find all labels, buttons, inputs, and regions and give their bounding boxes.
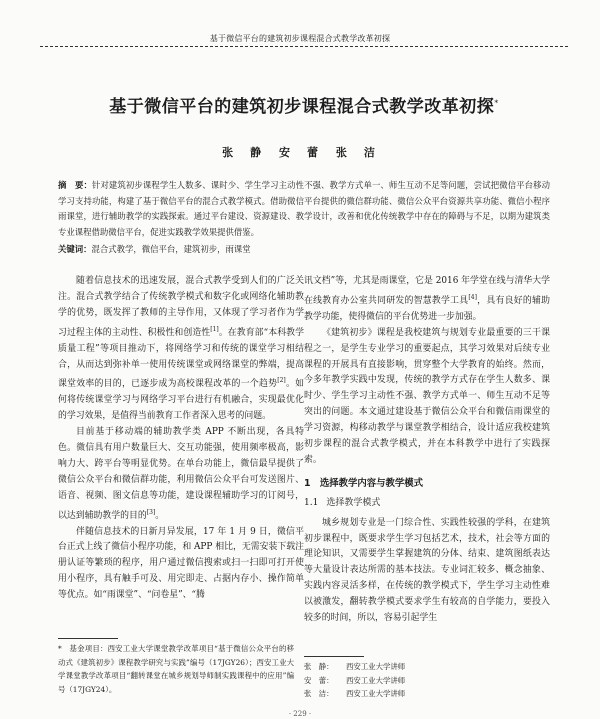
running-header: 基于微信平台的建筑初步课程混合式教学改革初探 xyxy=(209,34,391,43)
paragraph-text: 讯文档”等，尤其是雨课堂，它是 2016 年学堂在线与清华大学在线教育办公室共同研发的智慧教学工具 xyxy=(304,276,550,306)
paragraph-text: 。在教育部“本科教学质量工程”等项目推动下，将网络学习和传统的课堂学习相结合，从而达到弥补单一使用传统课堂或网络课堂的弊端，提高课堂效率的目的，已逐步成为高校课程改革的一个趋势 xyxy=(58,327,304,390)
paragraph-text: 随着信息技术的迅速发展，混合式教学受到人们的广泛关注。混合式教学结合了传统教学模式和数字化或网络化辅助教学的优势，既发挥了教师的主导作用，又体现了学习者作为学习过程主体的主动性、积极性和创造性 xyxy=(58,276,304,338)
body-paragraph xyxy=(304,326,550,469)
section-title: 选择教学内容与教学模式 xyxy=(319,477,424,489)
author-info-row xyxy=(304,674,550,688)
footnote-text: 西安工业大学课堂教学改革项目“基于微信公众平台的移动式《建筑初步》课程教学研究与实践”编号（17JGY26）；西安工业大学课堂教学改革项目“翻转课堂在城乡规划导师制实践课程中的应用”编号（17JGY24）。 xyxy=(58,644,294,694)
body-paragraph xyxy=(58,525,304,605)
keywords xyxy=(58,242,550,257)
author-info-row xyxy=(304,687,550,701)
header-rule xyxy=(40,46,568,47)
author-info-name: 张 洁： xyxy=(304,689,334,698)
author-info-affiliation: 西安工业大学讲师 xyxy=(346,689,406,698)
section-heading xyxy=(304,476,550,492)
body-paragraph: 城乡规划专业是一门综合性、实践性较强的学科，在建筑初步课程中，既要求学生学习包括艺术，技术，社会等方面的理论知识，又需要学生掌握建筑的分体、结束、建筑图纸表达等大量设计表达所需的基本技法。专业词汇较多、概念抽象、实践内容灵活多样，在传统的教学模式下，学生学习主动性难以被激发，翻转教学模式要求学生有较高的自学能力，要投入较多的时间，所以，容易引起学生 xyxy=(304,517,550,624)
keywords-text: 混合式教学，微信平台，建筑初步，雨课堂 xyxy=(91,244,251,254)
left-column xyxy=(58,274,304,604)
subsection-number: 1.1 xyxy=(304,497,319,508)
page-number: · 229 · xyxy=(288,710,312,718)
keywords-label: 关键词： xyxy=(58,244,92,254)
footnote xyxy=(58,642,294,696)
footnote-rule xyxy=(58,638,118,639)
abstract-label: 摘 要： xyxy=(58,180,92,190)
title-footnote-mark: * xyxy=(494,98,499,108)
right-column xyxy=(304,274,550,627)
article-title xyxy=(40,92,568,117)
citation-ref: [2] xyxy=(277,377,286,385)
abstract xyxy=(58,178,550,240)
author-info-name: 张 静： xyxy=(304,662,334,671)
subsection-heading xyxy=(304,496,550,512)
footnote-mark: * xyxy=(58,644,62,653)
abstract-text: 针对建筑初步课程学生人数多、课时少、学生学习主动性不强、教学方式单一、师生互动不足等问题，尝试把微信平台移动学习支持功能，构建了基于微信平台的混合式教学模式。借助微信平台提供的微信群功能、微信公众平台资源共享功能、微信小程序雨课堂，进行辅助教学的实践探索。通过平台建设、资源建设、教学设计，改善和优化传统教学中存在的障碍与不足，以期为建筑类专业课程借助微信平台，促进实践教学效果提供借鉴。 xyxy=(58,180,551,237)
author-name: 安 蕾 xyxy=(279,146,321,159)
paragraph-text: ，具有良好的辅助教学功能，使得微信的平台优势进一步加强。 xyxy=(304,295,550,322)
author-info-row xyxy=(304,660,550,674)
author-info-name: 安 蕾： xyxy=(304,675,334,685)
author-info-affiliation: 西安工业大学讲师 xyxy=(346,662,406,671)
body-paragraph xyxy=(58,425,304,524)
paragraph-text: 。如何将传统课堂学习与网络学习平台进行有机融合，实现最优化的学习效果，是值得当前教育工作者深入思考的问题。 xyxy=(58,379,305,422)
body-paragraph xyxy=(58,274,304,425)
footnote-label: 基金项目： xyxy=(69,644,108,653)
author-name: 张 静 xyxy=(222,146,265,159)
author-list xyxy=(0,144,600,160)
author-info-rule xyxy=(304,656,364,657)
author-info xyxy=(304,660,550,701)
author-info-affiliation: 西安工业大学讲师 xyxy=(346,675,406,685)
citation-ref: [1] xyxy=(210,325,219,333)
subsection-title: 选择教学模式 xyxy=(326,497,381,508)
paragraph-text: 目前基于移动端的辅助教学类 APP 不断出现，各具特色。微信具有用户数量巨大、交互功能强，使用频率极高，影响力大、跨平台等明显优势。在单台功能上，微信最早提供了微信公众平台和微信群功能，利用微信公众平台可发送图片、语音、视频、图文信息等功能，建设课程辅助学习的订阅号，以达到辅助教学的目的 xyxy=(58,427,304,521)
body-paragraph xyxy=(304,274,550,326)
paragraph-text: 。 xyxy=(155,510,165,521)
section-number: 1 xyxy=(304,477,311,489)
citation-ref: [4] xyxy=(468,293,477,301)
author-name: 张 洁 xyxy=(335,146,378,159)
article-title-text: 基于微信平台的建筑初步课程混合式教学改革初探 xyxy=(109,97,495,117)
citation-ref: [3] xyxy=(146,508,156,516)
paragraph-text: 《建筑初步》课程是我校建筑与规划专业最重要的三干课程之一，是学生专业学习的重要起点，其学习效果对后续专业课程的开展具有直接影响，贯穿整个大学教育的始终。然而，今多年教学实践中发现，传统的教学方式存在学生人数多、课时少、学生学习主动性不强、教学方式单一、师生互动不足等突出的问题。本文通过建设基于微信公众平台和微信雨课堂的学习资源，构移动教学与课堂教学相结合，设计适应我校建筑初步课程的混合式教学模式，并在本科教学中进行了实践探索。 xyxy=(304,327,550,465)
paragraph-text: 伴随信息技术的日新月异发展，17 年 1 月 9 日，微信平台正式上线了微信小程序功能，和 APP 相比，无需安装下载注册认证等繁琐的程序，用户通过微信搜索或扫一扫即可打开使用小程序，具有触手可及、用完即走、占据内存小、操作简单等优点。如“雨课堂”、“问卷星”、“腾 xyxy=(58,526,304,601)
